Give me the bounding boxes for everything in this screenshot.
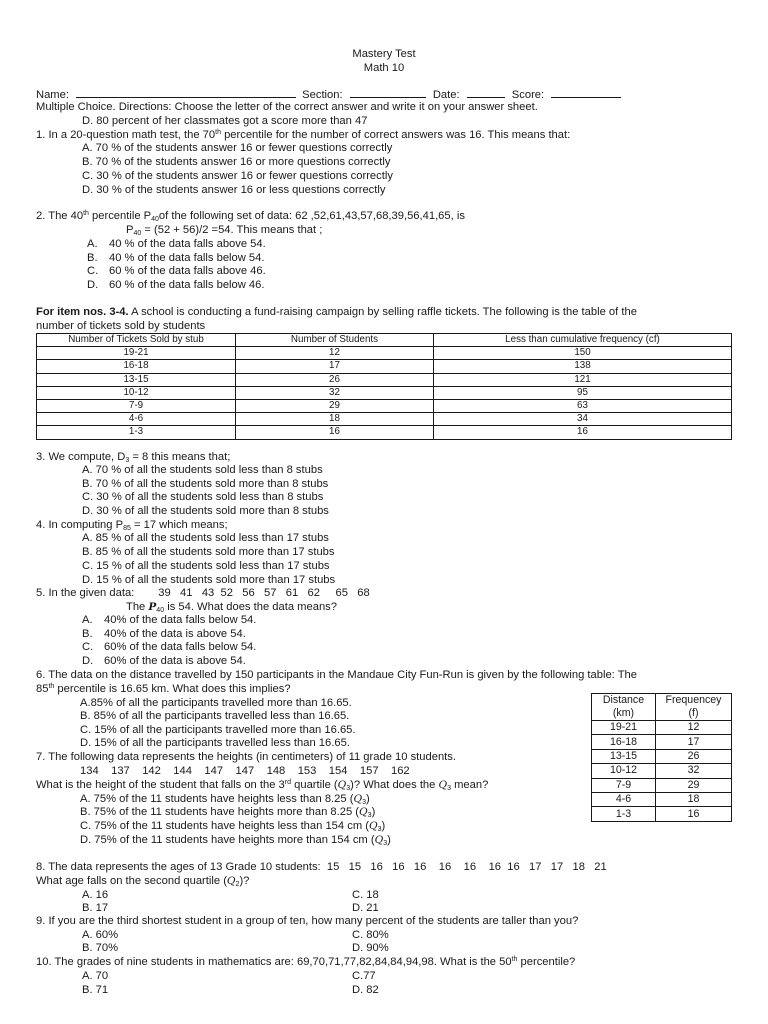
q5-option-d: D. 60% of the data is above 54. [82, 655, 246, 667]
q1-option-a: A. 70 % of the students answer 16 or fewer questions correctly [82, 142, 393, 154]
q5-stem: 5. In the given data: 39 41 43 52 56 57 61 62 65 68 [36, 587, 370, 599]
q6-option-d: D. 15% of all the participants travelled less than 16.65. [80, 737, 350, 749]
date-label: Date: [432, 89, 460, 101]
q9-option-a: A. 60% [82, 929, 119, 941]
q2-option-c: C. 60 % of the data falls above 46. [87, 265, 266, 277]
q8-option-a: A. 16 [82, 889, 109, 901]
table-row: 13-15 26 121 [37, 373, 732, 386]
table-row: 7-9 29 63 [37, 399, 732, 412]
table-row: 16-18 17 [592, 735, 732, 749]
q3-option-a: A. 70 % of all the students sold less than 8 stubs [82, 464, 323, 476]
section-blank [350, 87, 426, 98]
q3-option-d: D. 30 % of all the students sold more than 8 stubs [82, 505, 329, 517]
q7-option-d: D. 75% of the 11 students have heights more than 154 cm $(Q_3)$ [80, 834, 391, 847]
q6-option-c: C. 15% of all the participants travelled more than 16.65. [80, 724, 356, 736]
q9-stem: 9. If you are the third shortest student in a group of ten, how many percent of the students are taller than you? [36, 915, 579, 927]
q6-stem: 6. The data on the distance travelled by 150 participants in the Mandaue City Fun-Run is given by the following table: The [36, 669, 637, 681]
table-header: Less than cumulative frequency (cf) [434, 334, 732, 347]
items34-intro: For item nos. 3-4. A school is conducting a fund-raising campaign by selling raffle tickets. The following is the table of the [36, 306, 637, 318]
q5-option-b: B. 40% of the data is above 54. [82, 628, 246, 640]
q5-option-c: C. 60% of the data falls below 54. [82, 641, 257, 653]
q6-option-a: A.85% of all the participants travelled more than 16.65. [80, 697, 352, 709]
table-row: 10-12 32 95 [37, 386, 732, 399]
q3-option-c: C. 30 % of all the students sold less than 8 stubs [82, 491, 324, 503]
name-label: Name: [36, 89, 69, 101]
table-header-row [592, 694, 732, 721]
q9-option-d: D. 90% [352, 942, 389, 954]
q6-stem-cont: 85th percentile is 16.65 km. What does this implies? [36, 683, 291, 695]
q9-option-c: C. 80% [352, 929, 389, 941]
q9-option-b: B. 70% [82, 942, 119, 954]
q4-stem: 4. In computing $P_{85} = 17$ which means; [36, 519, 228, 532]
table-row: 7-9 29 [592, 778, 732, 792]
stray-option: D. 80 percent of her classmates got a score more than 47 [82, 115, 368, 127]
table-row: 10-12 32 [592, 764, 732, 778]
items34-intro-cont: number of tickets sold by students [36, 320, 206, 332]
table-row: 16-18 17 138 [37, 360, 732, 373]
directions: Multiple Choice. Directions: Choose the letter of the correct answer and write it on your answer sheet. [36, 101, 538, 113]
q8-option-b: B. 17 [82, 902, 109, 914]
q7-question: What is the height of the student that falls on the 3rd quartile $(Q_3)$? What does the $Q_3$ mean? [36, 779, 489, 792]
q7-data: 134 137 142 144 147 147 148 153 154 157 162 [80, 765, 410, 777]
q8-stem: 8. The data represents the ages of 13 Grade 10 students: 15 15 16 16 16 16 16 16 16 17 17 18 21 [36, 861, 607, 873]
q1-option-b: B. 70 % of the students answer 16 or more questions correctly [82, 156, 391, 168]
q5-option-a: A. 40% of the data falls below 54. [82, 614, 257, 626]
score-label: Score: [511, 89, 545, 101]
q4-option-d: D. 15 % of all the students sold more than 17 stubs [82, 574, 336, 586]
distance-table [591, 693, 732, 822]
table-row: 1-3 16 [592, 807, 732, 821]
date-blank [467, 87, 505, 98]
q10-option-b: B. 71 [82, 984, 109, 996]
table-row: 19-21 12 150 [37, 347, 732, 360]
table-header: Number of Students [236, 334, 434, 347]
q10-stem: 10. The grades of nine students in mathematics are: 69,70,71,77,82,84,84,94,98. What is the 50th percentile? [36, 956, 576, 968]
table-row: 13-15 26 [592, 749, 732, 763]
section-label: Section: [302, 89, 343, 101]
q8-question: What age falls on the second quartile $(Q_2)$? [36, 875, 250, 888]
q1-option-c: C. 30 % of the students answer 16 or fewer questions correctly [82, 170, 393, 182]
q2-option-b: B. 40 % of the data falls below 54. [87, 252, 265, 264]
score-blank [551, 87, 621, 98]
table-row: 19-21 12 [592, 721, 732, 735]
table-row: 4-6 18 34 [37, 413, 732, 426]
tickets-table [36, 333, 732, 440]
q2-option-d: D. 60 % of the data falls below 46. [87, 279, 265, 291]
q6-option-b: B. 85% of all the participants travelled less than 16.65. [80, 710, 350, 722]
q4-option-a: A. 85 % of all the students sold less than 17 stubs [82, 532, 329, 544]
q3-stem: 3. We compute, $D_3 = 8$ this means that; [36, 451, 231, 464]
q10-option-d: D. 82 [352, 984, 379, 996]
q8-option-d: D. 21 [352, 902, 379, 914]
q7-stem: 7. The following data represents the heights (in centimeters) of 11 grade 10 students. [36, 751, 456, 763]
table-row: 4-6 18 [592, 792, 732, 806]
table-header: Number of Tickets Sold by stub [37, 334, 236, 347]
q4-option-c: C. 15 % of all the students sold less than 17 stubs [82, 560, 330, 572]
q10-option-c: C.77 [352, 970, 376, 982]
table-header: Frequencey (f) [656, 694, 732, 721]
table-header-row [37, 334, 732, 347]
q1-stem: 1. In a 20-question math test, the 70th percentile for the number of correct answers was 16. This means that: [36, 129, 571, 141]
q2-formula: $P_{40} = (52 + 56)/2 =54$. This means that ; [126, 224, 323, 237]
q4-option-b: B. 85 % of all the students sold more than 17 stubs [82, 546, 335, 558]
q1-option-d: D. 30 % of the students answer 16 or less questions correctly [82, 184, 386, 196]
table-row: 1-3 16 16 [37, 426, 732, 439]
page-subtitle: Math 10 [363, 62, 405, 74]
q7-option-b: B. 75% of the 11 students have heights more than 8.25 $(Q_3)$ [80, 806, 376, 819]
q2-stem: 2. The 40th percentile $P_{40}of$ the following set of data: 62 ,52,61,43,57,68,39,56,41,65, is [36, 210, 465, 223]
q8-option-c: C. 18 [352, 889, 379, 901]
q7-option-c: C. 75% of the 11 students have heights less than 154 cm $(Q_3)$ [80, 820, 386, 833]
q3-option-b: B. 70 % of all the students sold more than 8 stubs [82, 478, 329, 490]
name-blank [76, 87, 296, 98]
q5-stem-cont: The $P_{40}$ is 54. What does the data means? [126, 601, 337, 614]
q7-option-a: A. 75% of the 11 students have heights less than 8.25 $(Q_3)$ [80, 793, 370, 806]
q2-option-a: A. 40 % of the data falls above 54. [87, 238, 266, 250]
table-header: Distance (km) [592, 694, 656, 721]
q10-option-a: A. 70 [82, 970, 109, 982]
page-title: Mastery Test [352, 48, 416, 60]
